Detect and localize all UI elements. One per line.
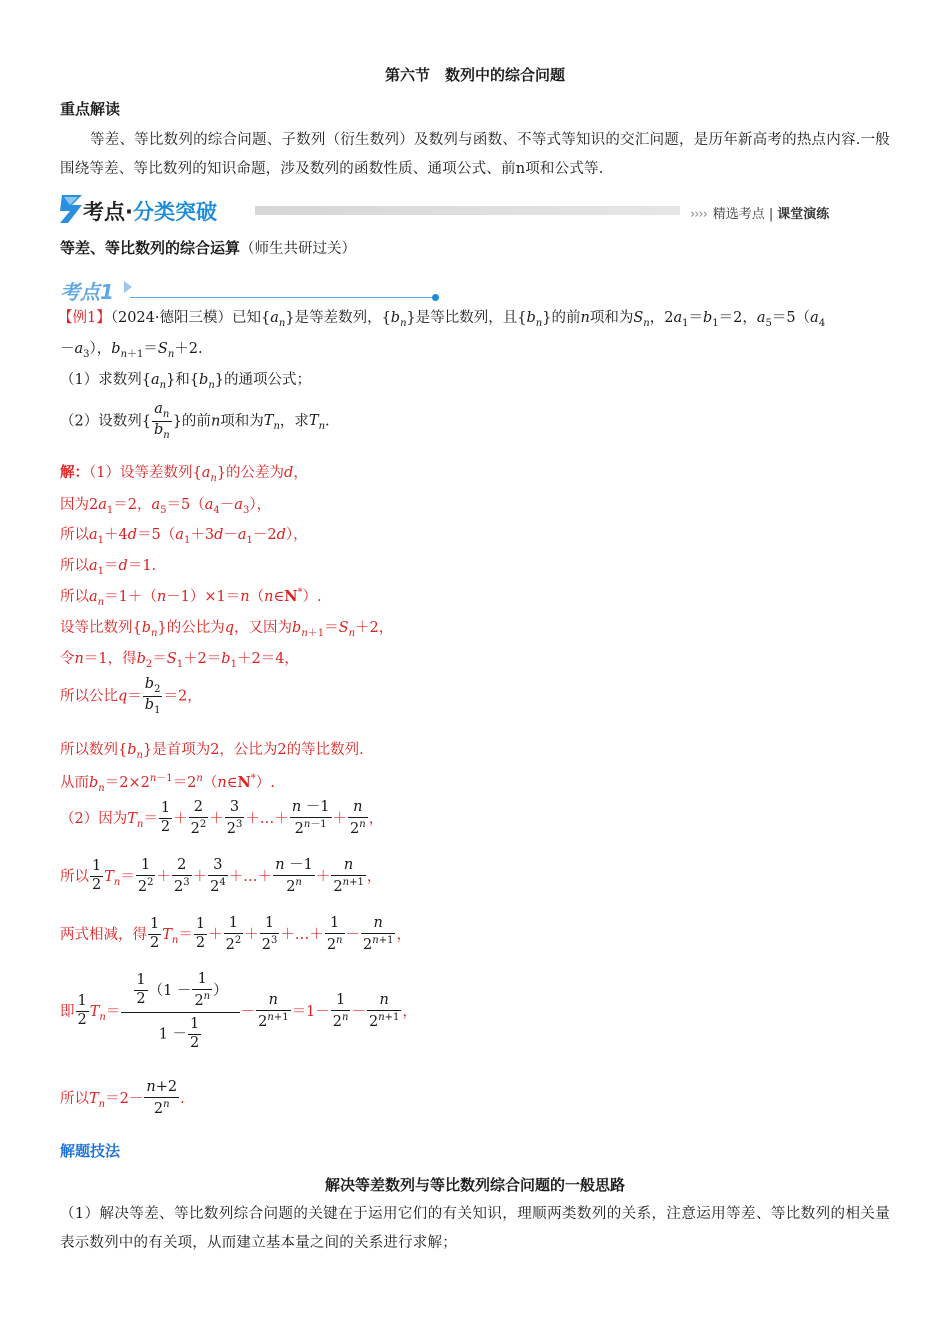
kaodian-label: 考点1 (60, 280, 114, 304)
solution-line-4: 所以$a_1=d=1$. (60, 558, 157, 577)
kaodian-dot (432, 294, 439, 301)
solution-line-11: （2）因为$T_n=$ $\frac{1}{2}$ ＋ $\frac{2}{2^2}$ ＋ $\frac{3}{2^3}$ ＋…＋ $\frac{n -1}{2^{n-1}}$ ＋ $\frac{n}{2^n}$ ， (60, 799, 384, 837)
solution-line-9: 所以数列$\{b_n\}$是首项为2，公比为2的等比数列. (60, 742, 364, 761)
method-title: 解决等差数列与等比数列综合问题的一般思路 (324, 1176, 625, 1194)
example-line-1: 【例1】（2024·德阳三模）已知$\{a_n\}$是等差数列，$\{b_n\}$是等比数列，且$\{b_n\}$的前n项和为$S_n$，$2a_1=b_1=2$，$a_5=5(a_4$ (58, 310, 826, 329)
section-heading: 等差、等比数列的综合运算（师生共研过关） (60, 239, 357, 257)
key-heading: 重点解读 (60, 100, 121, 118)
solution-line-8: 所以公比q＝ $\frac{b_2}{b_1}$ ＝2， (60, 676, 202, 716)
method-text: （1）解决等差、等比数列综合问题的关键在于运用它们的有关知识，理顺两类数列的关系，注意运用等差、等比数列的相关量表示数列中的有关项，从而建立基本量之间的关系进行求解； (60, 1206, 890, 1251)
kaodian-divider (130, 297, 436, 298)
chevrons-icon: ›››› (690, 207, 707, 222)
example-line-2: $-a_3$），$b_{n+1}=S_n+2$. (60, 341, 203, 360)
method-heading: 解题技法 (60, 1142, 121, 1160)
banner-right: ›››› 精选考点 | 课堂演练 (690, 207, 830, 222)
solution-line-14: 即 $\frac{1}{2}$ $T_n=$ $\frac{1}{2}$ （1 － $\frac{1}{2^n}$ ） 1 － $\frac{1}{2}$ － $\frac{n}{2^{n+1}}$ ＝1－ $\frac{1}{2^n}$ － $\frac{n}{2^{n+1}}$ ， (60, 971, 417, 1051)
page-title: 第六节 数列中的综合问题 (384, 66, 565, 84)
solution-line-13: 两式相减，得 $\frac{1}{2}$ $T_n=$ $\frac{1}{2}$ ＋ $\frac{1}{2^2}$ ＋ $\frac{1}{2^3}$ ＋…＋ $\frac{1}{2^n}$ － $\frac{n}{2^{n+1}}$ ， (60, 915, 411, 953)
banner-title: 考点·分类突破 (83, 200, 217, 224)
solution-line-15: 所以$T_n=2-$ $\frac{n+2}{2^n}$ . (60, 1079, 185, 1117)
key-text: 等差、等比数列的综合问题、子数列（衍生数列）及数列与函数、不等式等知识的交汇问题，是历年新高考的热点内容.一般围绕等差、等比数列的知识命题，涉及数列的函数性质、通项公式、前n项和公式等. (60, 132, 890, 177)
solution-line-12: 所以 $\frac{1}{2}$ $T_n=$ $\frac{1}{2^2}$ ＋ $\frac{2}{2^3}$ ＋ $\frac{3}{2^4}$ ＋…＋ $\frac{n -1}{2^n}$ ＋ $\frac{n}{2^{n+1}}$ ， (60, 857, 382, 895)
solution-line-7: 令n＝1，得$b_2=S_1+2=b_1+2=4$， (60, 651, 299, 670)
solution-line-5: 所以$a_n=1+(n-1)\times 1=n(n\in N^*)$. (60, 587, 322, 608)
solution-line-10: 从而$b_n=2\times 2^{n-1}=2^n(n\in N^*)$. (60, 773, 275, 794)
banner-bar (255, 206, 680, 215)
solution-line-6: 设等比数列$\{b_n\}$的公比为q，又因为$b_{n+1}=S_n+2$， (60, 620, 394, 639)
solution-line-2: 因为$2a_1=2$，$a_5=5(a_4-a_3)$， (60, 497, 272, 516)
example-q2: （2）设数列{ $\frac{a_n}{b_n}$ }的前n项和为$T_n$，求$T_n$. (60, 401, 330, 441)
solution-line-3: 所以$a_1+4d=5(a_1+3d-a_1-2d)$， (60, 527, 308, 546)
solution-line-1: 解：（1）设等差数列$\{a_n\}$的公差为d， (60, 464, 308, 484)
example-q1: （1）求数列$\{a_n\}$和$\{b_n\}$的通项公式； (60, 372, 311, 391)
kaodian-triangle-icon (124, 281, 132, 293)
